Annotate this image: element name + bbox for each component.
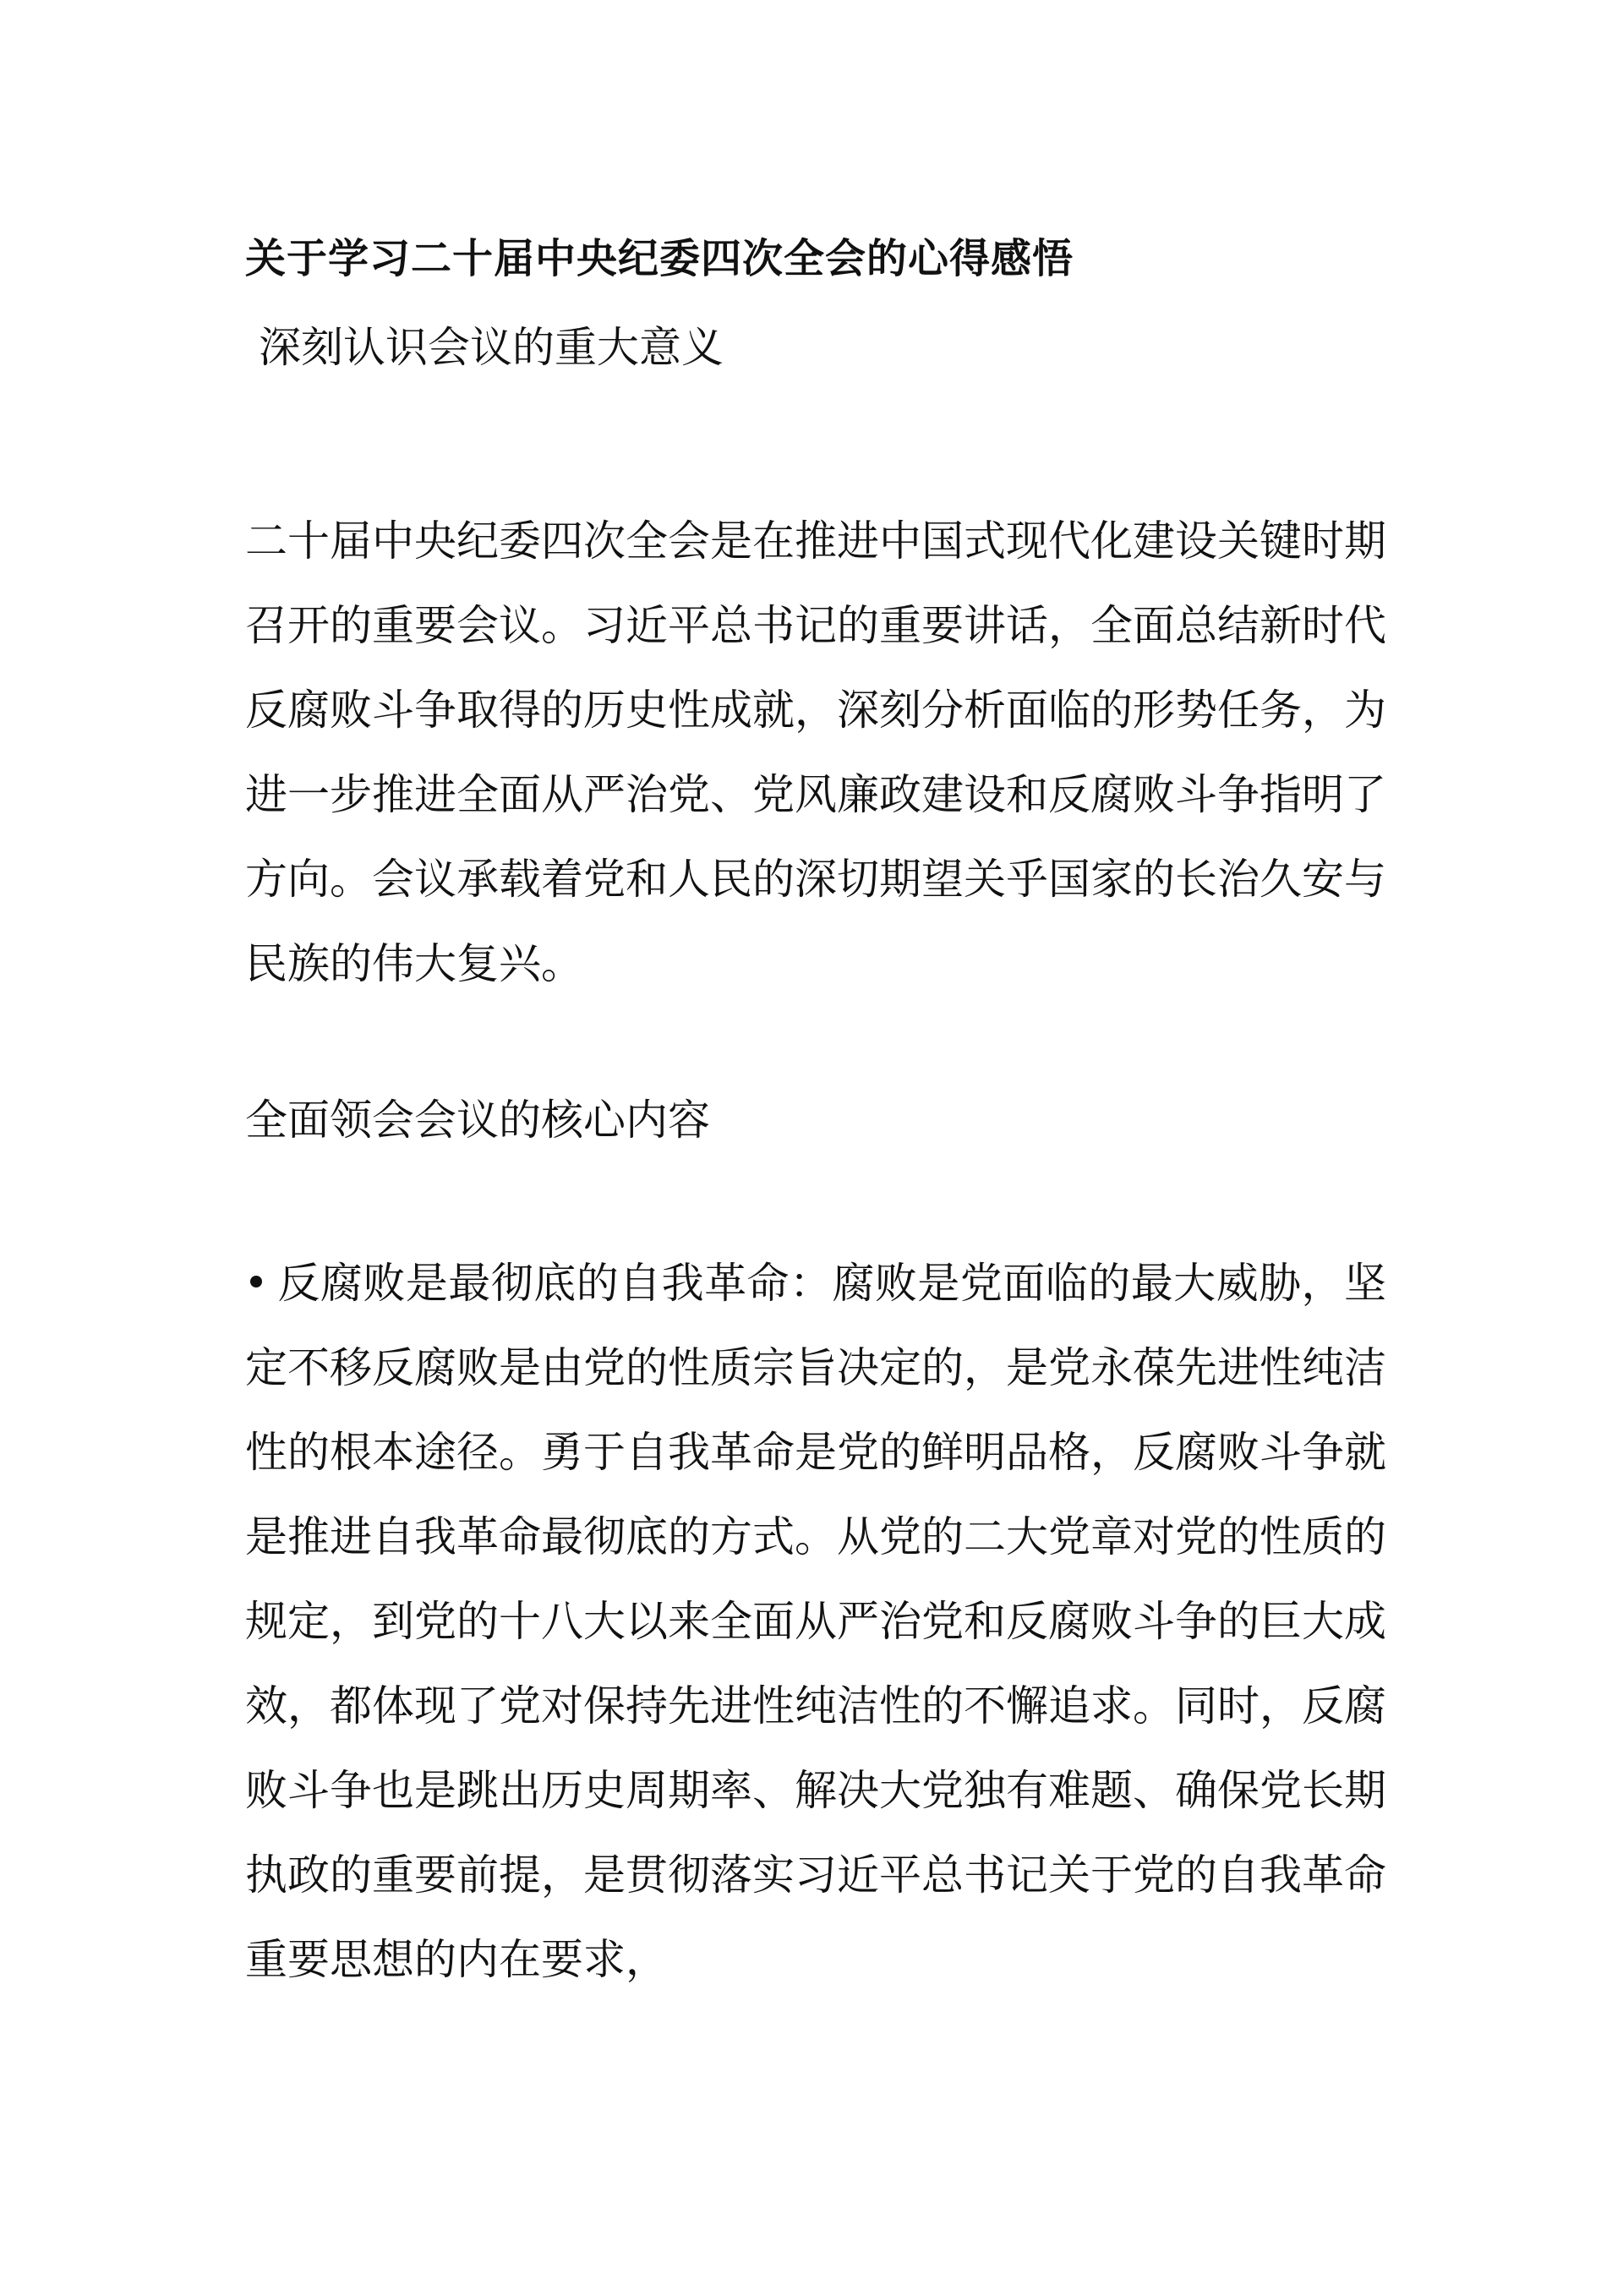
section-heading-significance: 深刻认识会议的重大意义 bbox=[259, 323, 724, 372]
bullet-item-text: 反腐败是最彻底的自我革命：腐败是党面临的最大威胁，坚定不移反腐败是由党的性质宗旨决定的，是党永葆先进性纯洁性的根本途径。勇于自我革命是党的鲜明品格，反腐败斗争就是推进自我革命最彻底的方式。从党的二大党章对党的性质的规定，到党的十八大以来全面从严治党和反腐败斗争的巨大成效，都体现了党对保持先进性纯洁性的不懈追求。同时，反腐败斗争也是跳出历史周期率、解决大党独有难题、确保党长期执政的重要前提，是贯彻落实习近平总书记关于党的自我革命重要思想的内在要求， bbox=[245, 1259, 1386, 1984]
document-body bbox=[245, 211, 1386, 2002]
bullet-item bbox=[245, 1241, 1386, 2002]
document-title: 关于学习二十届中央纪委四次全会的心得感悟 bbox=[245, 235, 1074, 282]
paragraph-significance: 二十届中央纪委四次全会是在推进中国式现代化建设关键时期召开的重要会议。习近平总书记的重要讲话，全面总结新时代反腐败斗争取得的历史性成就，深刻分析面临的形势任务，为进一步推进全面从严治党、党风廉政建设和反腐败斗争指明了方向。会议承载着党和人民的深切期望关乎国家的长治久安与民族的伟大复兴。 bbox=[245, 517, 1386, 988]
bullet-dot-icon bbox=[250, 1276, 262, 1287]
section-heading-core-content: 全面领会会议的核心内容 bbox=[245, 1096, 710, 1145]
